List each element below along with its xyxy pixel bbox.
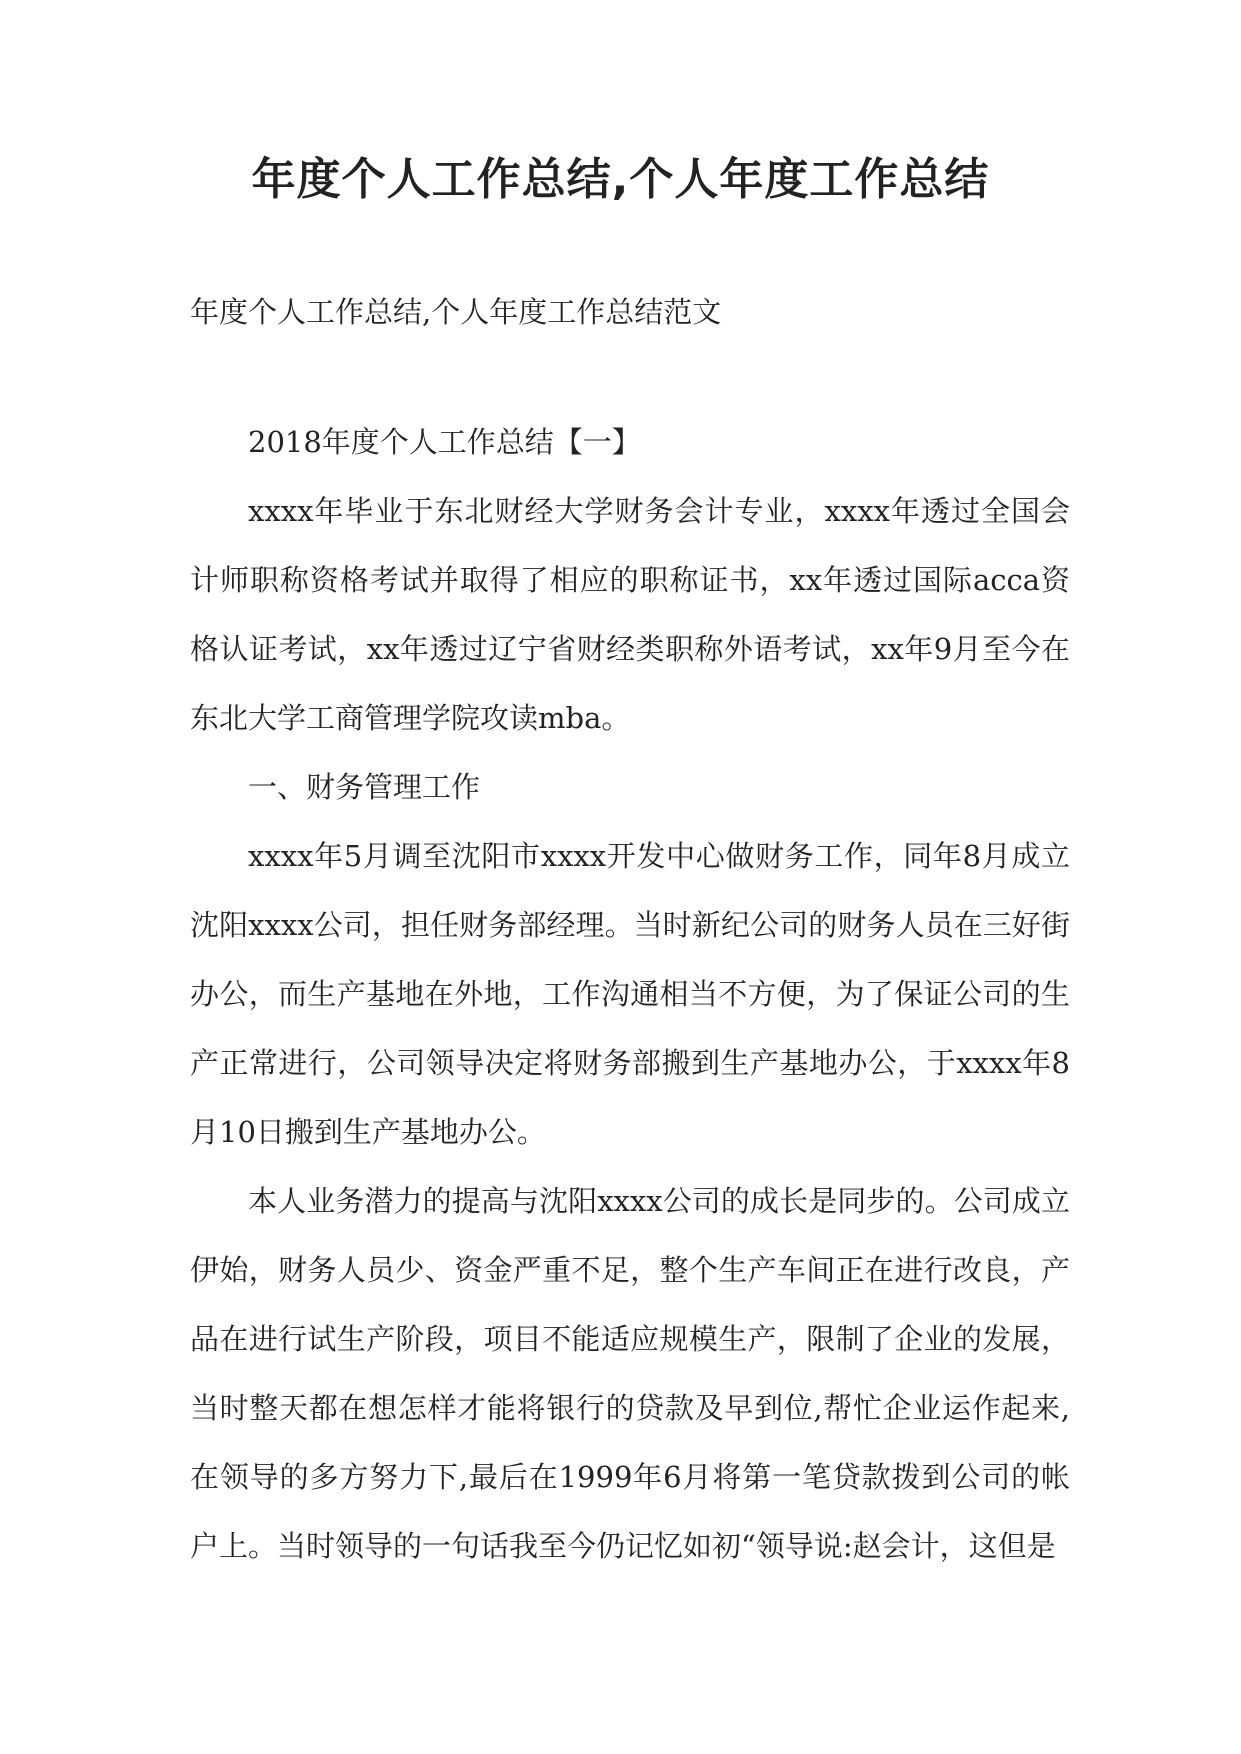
- document-body: [190, 408, 1070, 1581]
- section-heading: 2018年度个人工作总结【一】: [248, 425, 641, 459]
- document-title: 年度个人工作总结,个人年度工作总结: [251, 154, 990, 205]
- paragraph-finance-work: xxxx年5月调至沈阳市xxxx开发中心做财务工作，同年8月成立沈阳xxxx公司，担任财务部经理。当时新纪公司的财务人员在三好街办公，而生产基地在外地，工作沟通相当不方便，为了保证公司的生产正常进行，公司领导决定将财务部搬到生产基地办公，于xxxx年8月10日搬到生产基地办公。: [190, 839, 1070, 1149]
- document-subtitle: 年度个人工作总结,个人年度工作总结范文: [190, 295, 722, 329]
- paragraph-growth: 本人业务潜力的提高与沈阳xxxx公司的成长是同步的。公司成立伊始，财务人员少、资金严重不足，整个生产车间正在进行改良，产品在进行试生产阶段，项目不能适应规模生产，限制了企业的发展，当时整天都在想怎样才能将银行的贷款及早到位,帮忙企业运作起来,在领导的多方努力下,最后在1999年6月将第一笔贷款拨到公司的帐户上。当时领导的一句话我至今仍记忆如初“领导说:赵会计，这但是: [190, 1184, 1070, 1563]
- paragraph-education: xxxx年毕业于东北财经大学财务会计专业，xxxx年透过全国会计师职称资格考试并取得了相应的职称证书，xx年透过国际acca资格认证考试，xx年透过辽宁省财经类职称外语考试，xx年9月至今在东北大学工商管理学院攻读mba。: [190, 494, 1070, 735]
- subsection-heading-finance: 一、财务管理工作: [248, 770, 481, 804]
